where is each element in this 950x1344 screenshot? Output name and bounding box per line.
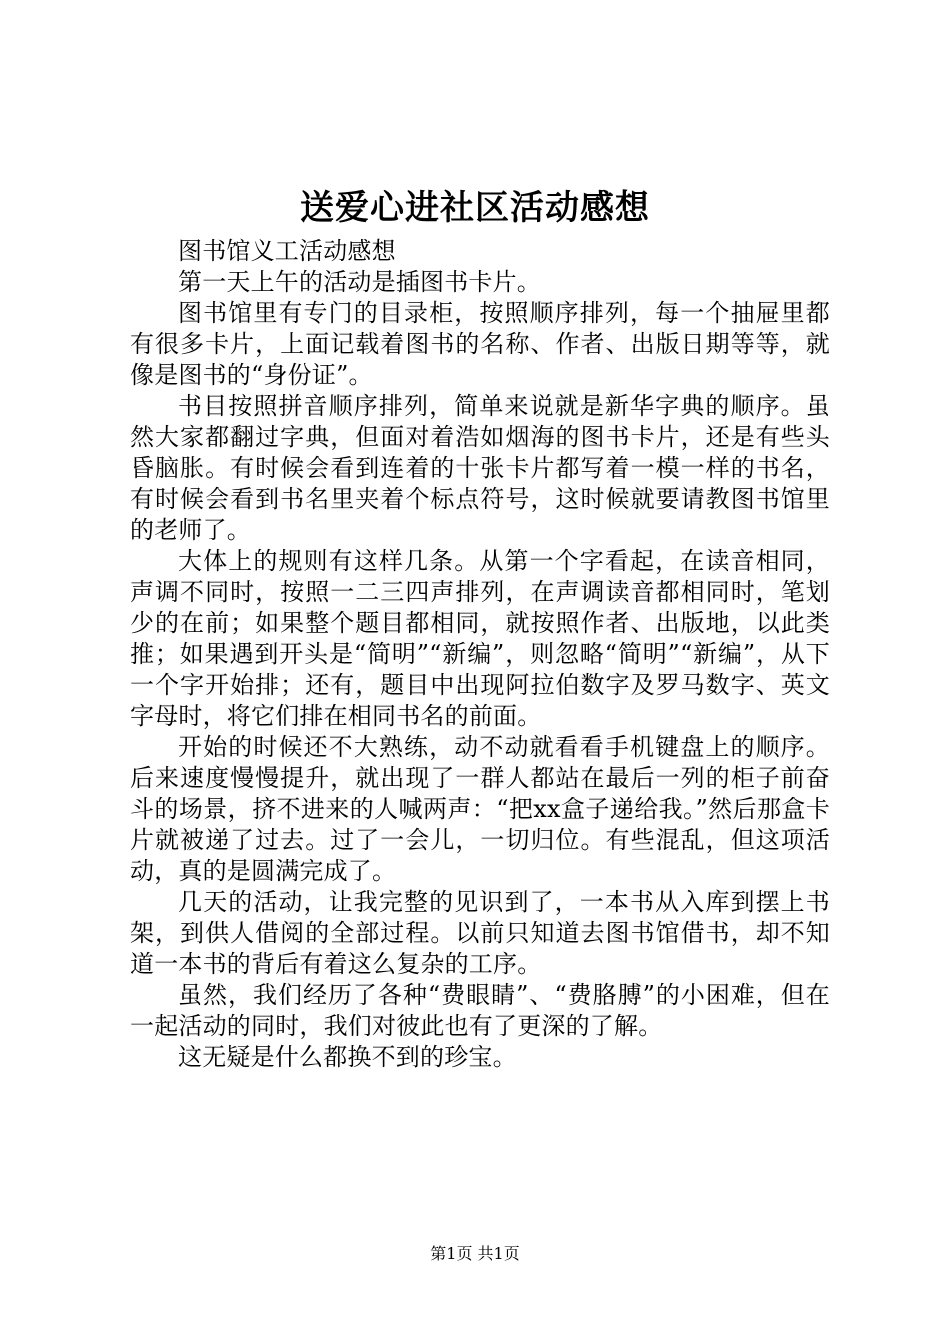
document-title: 送爱心进社区活动感想	[300, 188, 650, 228]
paragraph: 第一天上午的活动是插图书卡片。	[178, 268, 541, 296]
paragraph-subtitle: 图书馆义工活动感想	[178, 237, 396, 265]
paragraph: 几天的活动，让我完整的见识到了，一本书从入库到摆上书架，到供人借阅的全部过程。以前只知道去图书馆借书，却不知道一本书的背后有着这么复杂的工序。	[130, 888, 830, 978]
page-number-footer: 第1页 共1页	[430, 1244, 520, 1263]
paragraph: 书目按照拼音顺序排列，简单来说就是新华字典的顺序。虽然大家都翻过字典，但面对着浩如烟海的图书卡片，还是有些头昏脑胀。有时候会看到连着的十张卡片都写着一模一样的书名，有时候会看到书名里夹着个标点符号，这时候就要请教图书馆里的老师了。	[130, 392, 830, 544]
paragraph: 开始的时候还不大熟练，动不动就看看手机键盘上的顺序。后来速度慢慢提升，就出现了一群人都站在最后一列的柜子前奋斗的场景，挤不进来的人喊两声：“把xx盒子递给我。”然后那盒卡片就被递了过去。过了一会儿，一切归位。有些混乱，但这项活动，真的是圆满完成了。	[130, 733, 830, 885]
paragraph: 大体上的规则有这样几条。从第一个字看起，在读音相同，声调不同时，按照一二三四声排列，在声调读音都相同时，笔划少的在前；如果整个题目都相同，就按照作者、出版地，以此类推；如果遇到开头是“简明”“新编”，则忽略“简明”“新编”，从下一个字开始排；还有，题目中出现阿拉伯数字及罗马数字、英文字母时，将它们排在相同书名的前面。	[130, 547, 830, 730]
document-body	[130, 236, 830, 1073]
paragraph: 这无疑是什么都换不到的珍宝。	[178, 1043, 517, 1071]
paragraph: 图书馆里有专门的目录柜，按照顺序排列，每一个抽屉里都有很多卡片，上面记载着图书的名称、作者、出版日期等等，就像是图书的“身份证”。	[130, 299, 830, 389]
paragraph: 虽然，我们经历了各种“费眼睛”、“费胳膊”的小困难，但在一起活动的同时，我们对彼此也有了更深的了解。	[130, 981, 830, 1040]
